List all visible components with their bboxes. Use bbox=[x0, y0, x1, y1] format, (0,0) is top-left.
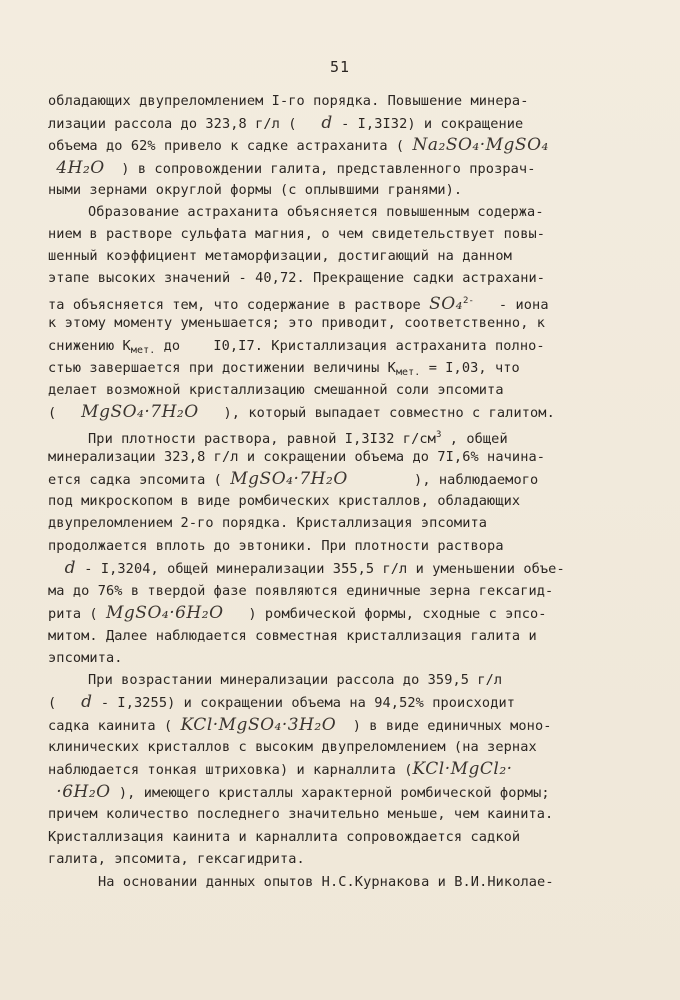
text-line bbox=[48, 557, 608, 580]
text-segment: та объясняется тем, что содержание в растворе bbox=[48, 297, 421, 313]
text-line bbox=[48, 758, 608, 781]
handwritten-formula: Na₂SO₄·MgSO₄ bbox=[412, 135, 549, 155]
text-segment: продолжается вплоть до эвтоники. При плотности раствора bbox=[48, 538, 504, 554]
text-line bbox=[48, 602, 608, 625]
text-line bbox=[98, 871, 608, 893]
text-segment: причем количество последнего значительно меньше, чем каинита. bbox=[48, 806, 554, 822]
text-segment: ), имеющего кристаллы характерной ромбической формы; bbox=[118, 785, 550, 801]
handwritten-symbol: d bbox=[81, 692, 93, 712]
text-line bbox=[48, 267, 608, 289]
text-line bbox=[48, 134, 608, 157]
text-segment: ными зернами округлой формы (с оплывшими гранями). bbox=[48, 182, 463, 198]
text-segment: - I,3I32) и сокращение bbox=[341, 116, 524, 132]
text-segment: двупреломлением 2-го порядка. Кристаллизация эпсомита bbox=[48, 515, 488, 531]
text-segment: ма до 76% в твердой фазе появляются единичные зерна гексагид- bbox=[48, 583, 554, 599]
handwritten-formula: 4H₂O bbox=[56, 158, 105, 178]
ion-charge: 2- bbox=[463, 296, 475, 306]
text-segment: объема до 62% привело к садке астраханита ( bbox=[48, 138, 405, 154]
text-segment: Образование астраханита объясняется повышенным содержа- bbox=[88, 204, 544, 220]
text-line bbox=[48, 736, 608, 758]
text-line bbox=[48, 803, 608, 825]
handwritten-formula: MgSO₄·7H₂O bbox=[81, 402, 199, 422]
text-segment: под микроскопом в виде ромбических кристаллов, обладающих bbox=[48, 493, 521, 509]
text-segment: - I,3204, общей минерализации 355,5 г/л и уменьшении объе- bbox=[84, 561, 565, 577]
handwritten-symbol: d bbox=[321, 113, 333, 133]
handwritten-formula: KCl·MgCl₂· bbox=[412, 759, 513, 779]
text-segment: При плотности раствора, равной I,3I32 г/см bbox=[88, 431, 436, 447]
text-segment: ) ромбической формы, сходные с эпсо- bbox=[248, 606, 547, 622]
text-line bbox=[48, 490, 608, 512]
text-segment: минерализации 323,8 г/л и сокращении объема до 7I,6% начина- bbox=[48, 449, 546, 465]
text-segment: ( bbox=[48, 405, 57, 421]
text-segment: наблюдается тонкая штриховка) и карналлита ( bbox=[48, 762, 413, 778]
text-line bbox=[48, 179, 608, 201]
text-line bbox=[48, 781, 608, 804]
text-segment: стью завершается при достижении величины К bbox=[48, 360, 396, 376]
text-segment: делает возможной кристаллизацию смешанной соли эпсомита bbox=[48, 382, 504, 398]
text-segment: нием в растворе сульфата магния, о чем свидетельствует повы- bbox=[48, 226, 546, 242]
text-segment: клинических кристаллов с высоким двупреломлением (на зернах bbox=[48, 739, 537, 755]
text-line bbox=[48, 379, 608, 401]
text-segment: к этому моменту уменьшается; это приводит, соответственно, к bbox=[48, 315, 546, 331]
text-line bbox=[48, 157, 608, 180]
text-segment: обладающих двупреломлением I-го порядка. Повышение минера- bbox=[48, 93, 529, 109]
text-line bbox=[88, 201, 608, 223]
handwritten-formula: SO₄ bbox=[429, 294, 463, 314]
text-segment: лизации рассола до 323,8 г/л ( bbox=[48, 116, 297, 132]
text-line bbox=[48, 625, 608, 647]
text-segment: до I0,I7. Кристаллизация астраханита полно- bbox=[155, 338, 545, 354]
text-line bbox=[48, 691, 608, 714]
text-line bbox=[48, 535, 608, 557]
text-line bbox=[88, 669, 608, 691]
text-segment: ), наблюдаемого bbox=[414, 472, 539, 488]
text-line bbox=[48, 90, 608, 112]
text-segment: ) в виде единичных моно- bbox=[352, 718, 552, 734]
text-line bbox=[48, 848, 608, 870]
text-segment: ) в сопровождении галита, представленного прозрач- bbox=[121, 161, 536, 177]
handwritten-formula: MgSO₄·6H₂O bbox=[106, 603, 224, 623]
text-segment: садка каинита ( bbox=[48, 718, 173, 734]
text-line bbox=[48, 468, 608, 491]
text-line bbox=[48, 401, 608, 424]
text-line bbox=[48, 512, 608, 534]
text-segment: На основании данных опытов Н.С.Курнакова и В.И.Николае- bbox=[98, 874, 554, 890]
text-segment: эпсомита. bbox=[48, 650, 123, 666]
text-line bbox=[48, 714, 608, 737]
text-line bbox=[48, 580, 608, 602]
text-segment: галита, эпсомита, гексагидрита. bbox=[48, 851, 305, 867]
text-segment: ется садка эпсомита ( bbox=[48, 472, 222, 488]
text-segment: шенный коэффициент метаморфизации, достигающий на данном bbox=[48, 248, 512, 264]
text-segment: - I,3255) и сокращении объема на 94,52% происходит bbox=[100, 695, 516, 711]
handwritten-formula: ·6H₂O bbox=[56, 782, 111, 802]
text-line bbox=[48, 826, 608, 848]
handwritten-formula: MgSO₄·7H₂O bbox=[230, 469, 348, 489]
text-segment: рита ( bbox=[48, 606, 98, 622]
text-segment: ( bbox=[48, 695, 57, 711]
text-segment: снижению К bbox=[48, 338, 131, 354]
text-segment: Кристаллизация каинита и карналлита сопровождается садкой bbox=[48, 829, 521, 845]
text-segment: ), который выпадает совместно с галитом. bbox=[223, 405, 555, 421]
page-number: 51 bbox=[329, 58, 351, 76]
text-segment: При возрастании минерализации рассола до 359,5 г/л bbox=[88, 672, 503, 688]
text-segment: - иона bbox=[498, 297, 549, 313]
text-line bbox=[48, 112, 608, 135]
text-line bbox=[48, 223, 608, 245]
text-line bbox=[48, 312, 608, 334]
text-line bbox=[48, 245, 608, 267]
subscript: мет. bbox=[130, 345, 156, 356]
text-segment: = I,03, что bbox=[420, 360, 520, 376]
text-line bbox=[48, 647, 608, 669]
superscript: 3 bbox=[435, 430, 442, 440]
handwritten-formula: KCl·MgSO₄·3H₂O bbox=[180, 715, 337, 735]
text-line bbox=[48, 446, 608, 468]
text-segment: , общей bbox=[449, 431, 508, 447]
handwritten-symbol: d bbox=[64, 558, 76, 578]
subscript: мет. bbox=[395, 367, 421, 378]
text-segment: митом. Далее наблюдается совместная кристаллизация галита и bbox=[48, 628, 537, 644]
text-segment: этапе высоких значений - 40,72. Прекращение садки астрахани- bbox=[48, 270, 546, 286]
